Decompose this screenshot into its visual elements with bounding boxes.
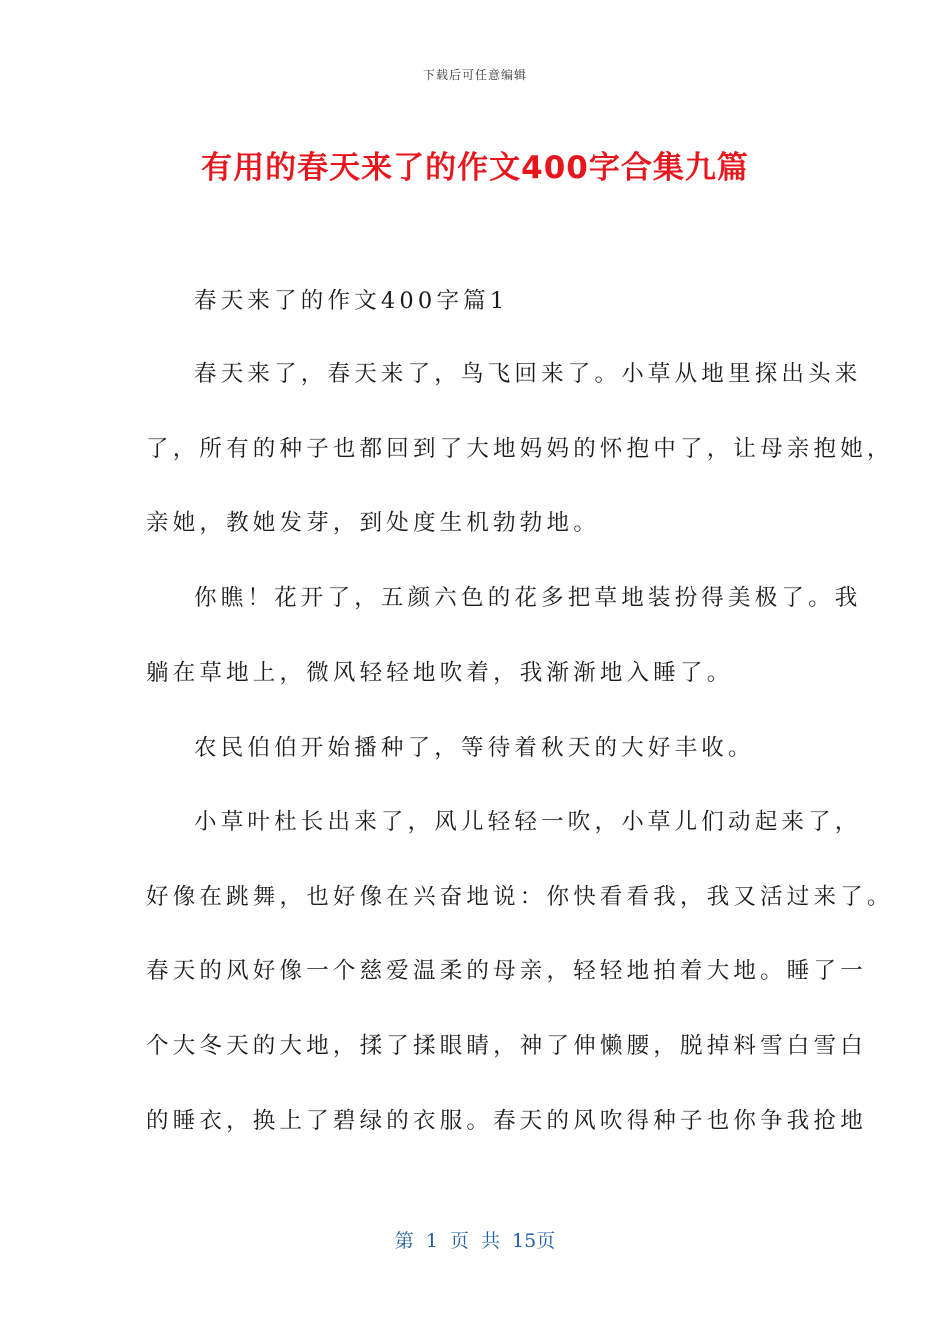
- paragraph-line: 亲她，教她发芽，到处度生机勃勃地。: [146, 510, 600, 536]
- paragraph-line: 的睡衣，换上了碧绿的衣服。春天的风吹得种子也你争我抢地: [146, 1108, 867, 1134]
- paragraph-line: 你瞧！花开了，五颜六色的花多把草地装扮得美极了。我: [194, 585, 862, 611]
- paragraph-line: 好像在跳舞，也好像在兴奋地说：你快看看我，我又活过来了。: [146, 884, 894, 910]
- paragraph-line: 农民伯伯开始播种了，等待着秋天的大好丰收。: [194, 735, 755, 761]
- paragraph-line: 春天来了，春天来了，鸟飞回来了。小草从地里探出头来: [194, 361, 862, 387]
- document-title: 有用的春天来了的作文400字合集九篇: [201, 150, 749, 186]
- paragraph-line: 春天的风好像一个慈爱温柔的母亲，轻轻地拍着大地。睡了一: [146, 958, 867, 984]
- header-note: 下载后可任意编辑: [422, 68, 527, 82]
- page-number: 第 1 页 共 15页: [394, 1230, 556, 1252]
- paragraph-line: 个大冬天的大地，揉了揉眼睛，神了伸懒腰，脱掉料雪白雪白: [146, 1033, 867, 1059]
- paragraph-line: 小草叶杜长出来了，风儿轻轻一吹，小草儿们动起来了，: [194, 809, 862, 835]
- paragraph-line: 了，所有的种子也都回到了大地妈妈的怀抱中了，让母亲抱她，: [146, 436, 894, 462]
- section-heading: 春天来了的作文400字篇1: [194, 288, 509, 314]
- paragraph-line: 躺在草地上，微风轻轻地吹着，我渐渐地入睡了。: [146, 660, 734, 686]
